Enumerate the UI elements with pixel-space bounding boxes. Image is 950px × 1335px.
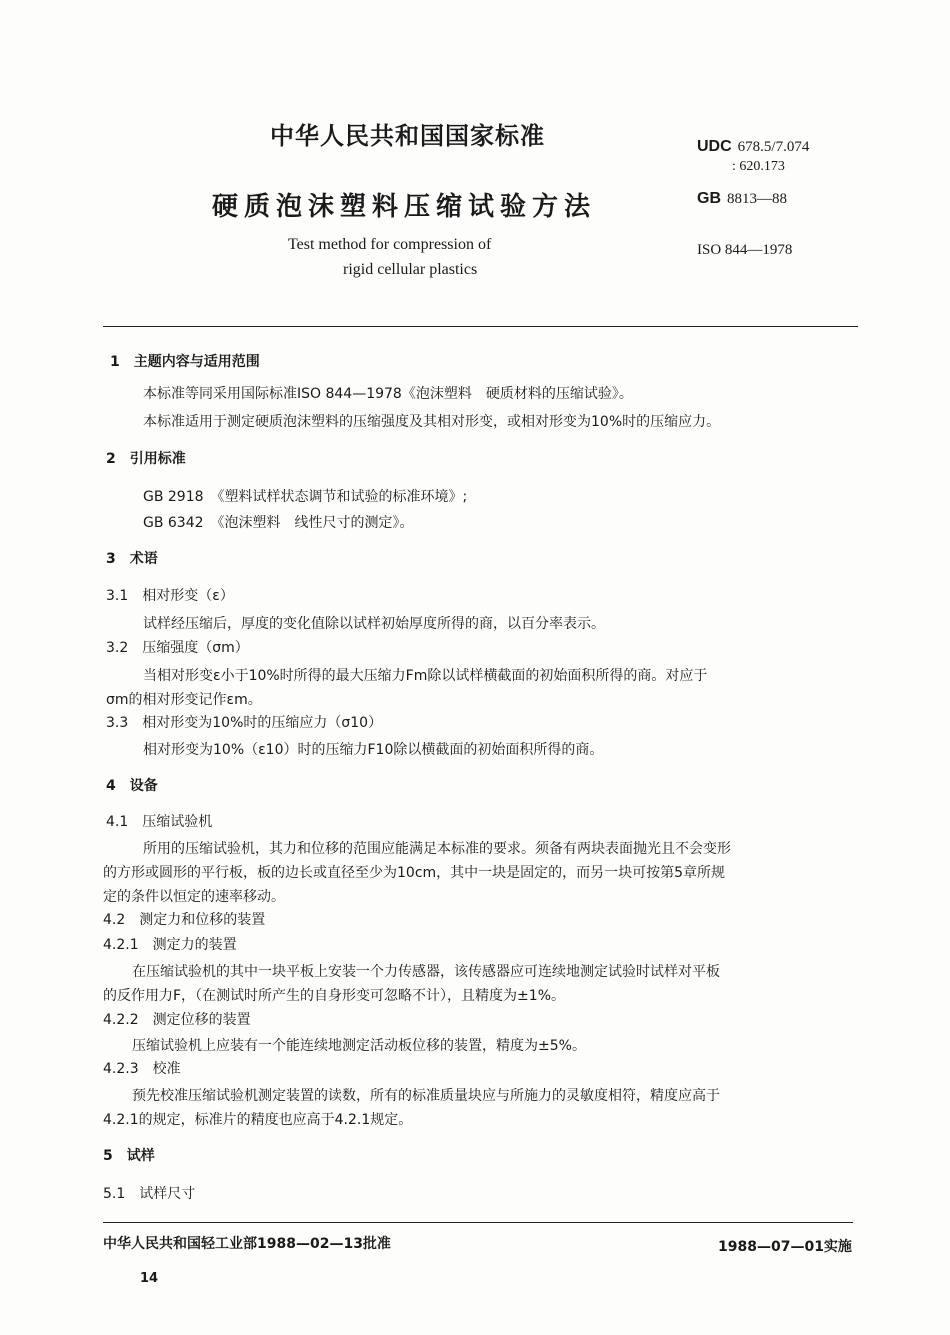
section-2-title: 2 引用标准 [106,451,186,467]
section-3-1-para: 试样经压缩后，厚度的变化值除以试样初始厚度所得的商，以百分率表示。 [143,616,605,632]
section-4-2-3-para-1: 预先校准压缩试验机测定装置的读数，所有的标准质量块应与所施力的灵敏度相符，精度应高于 [132,1088,720,1104]
section-3-2-title: 3.2 压缩强度（σm） [106,640,249,656]
section-4-2-1-para-2: 的反作用力F，（在测试时所产生的自身形变可忽略不计），且精度为±1%。 [103,988,565,1004]
udc-label: UDC [697,138,732,155]
section-5-title: 5 试样 [103,1148,155,1164]
section-3-2-para-2: σm的相对形变记作εm。 [106,692,262,708]
section-4-1-title: 4.1 压缩试验机 [106,814,213,830]
english-title-line2: rigid cellular plastics [343,261,478,278]
section-3-title: 3 术语 [106,551,158,567]
udc-code [697,138,809,156]
org-title: 中华人民共和国国家标准 [270,122,545,150]
section-4-2-2-para: 压缩试验机上应装有一个能连续地测定活动板位移的装置，精度为±5%。 [132,1038,586,1054]
footer-rule [103,1222,853,1223]
iso-code: ISO 844—1978 [697,242,793,258]
section-4-2-3-para-2: 4.2.1的规定，标准片的精度也应高于4.2.1规定。 [103,1112,413,1128]
section-1-para-2: 本标准适用于测定硬质泡沫塑料的压缩强度及其相对形变，或相对形变为10%时的压缩应力。 [143,414,721,430]
section-3-3-title: 3.3 相对形变为10%时的压缩应力（σ10） [106,715,383,731]
gb-label: GB [697,190,721,207]
gb-code [697,190,787,208]
section-4-title: 4 设备 [106,778,158,794]
reference-gb2918: GB 2918 《塑料试样状态调节和试验的标准环境》; [143,489,468,505]
section-1-title: 1 主题内容与适用范围 [110,354,260,370]
section-4-2-title: 4.2 测定力和位移的装置 [103,912,266,928]
udc-value2: : 620.173 [732,159,785,174]
section-4-1-para-1: 所用的压缩试验机，其力和位移的范围应能满足本标准的要求。须备有两块表面抛光且不会变形 [143,841,731,857]
effective-date: 1988—07—01实施 [718,1239,852,1255]
page-number: 14 [140,1271,159,1286]
reference-gb6342: GB 6342 《泡沫塑料 线性尺寸的测定》。 [143,515,414,531]
english-title-line1: Test method for compression of [288,236,492,253]
doc-title: 硬质泡沫塑料压缩试验方法 [212,192,597,222]
section-3-3-para: 相对形变为10%（ε10）时的压缩力F10除以横截面的初始面积所得的商。 [143,742,604,758]
section-5-1-title: 5.1 试样尺寸 [103,1186,196,1202]
section-4-2-1-para-1: 在压缩试验机的其中一块平板上安装一个力传感器，该传感器应可连续地测定试验时试样对平板 [132,964,720,980]
section-4-1-para-2: 的方形或圆形的平行板，板的边长或直径至少为10cm，其中一块是固定的，而另一块可按第5章所规 [103,865,726,881]
gb-value: 8813—88 [727,191,787,207]
section-4-2-1-title: 4.2.1 测定力的装置 [103,937,237,953]
section-4-1-para-3: 定的条件以恒定的速率移动。 [103,889,285,905]
section-3-1-title: 3.1 相对形变（ε） [106,588,234,604]
section-3-2-para-1: 当相对形变ε小于10%时所得的最大压缩力Fm除以试样横截面的初始面积所得的商。对应于 [143,668,708,684]
section-1-para-1: 本标准等同采用国际标准ISO 844—1978《泡沫塑料 硬质材料的压缩试验》。 [143,386,633,402]
udc-value: 678.5/7.074 [737,139,810,155]
section-4-2-2-title: 4.2.2 测定位移的装置 [103,1012,251,1028]
section-4-2-3-title: 4.2.3 校准 [103,1061,181,1077]
approval-note: 中华人民共和国轻工业部1988—02—13批准 [103,1236,391,1252]
header-rule [103,326,858,327]
